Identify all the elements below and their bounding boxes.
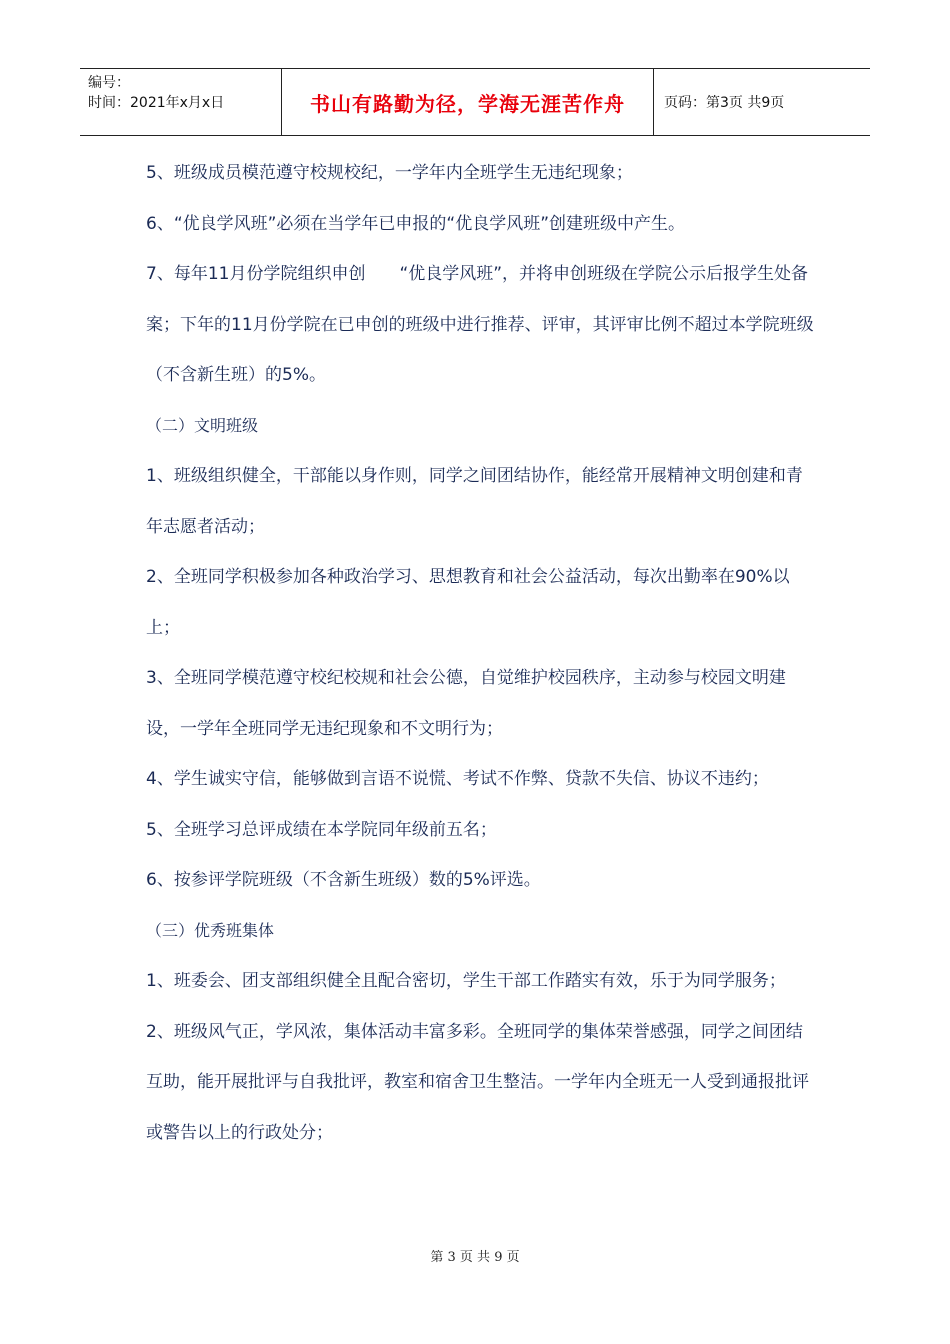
section-heading: （三）优秀班集体 [146, 920, 275, 940]
paragraph: 4、学生诚实守信，能够做到言语不说慌、考试不作弊、贷款不失信、协议不违约； [146, 769, 769, 789]
paragraph: 3、全班同学模范遵守校纪校规和社会公德，自觉维护校园秩序，主动参与校园文明建设，一学年全班同学无违纪现象和不文明行为； [146, 668, 786, 739]
page-header [80, 68, 870, 136]
header-page-info: 页码：第3页 共9页 [664, 95, 785, 111]
document-body [146, 148, 816, 1158]
paragraph: 2、班级风气正，学风浓，集体活动丰富多彩。全班同学的集体荣誉感强，同学之间团结互助，能开展批评与自我批评，教室和宿舍卫生整洁。一学年内全班无一人受到通报批评或警告以上的行政处分； [146, 1021, 809, 1143]
paragraph: 5、班级成员模范遵守校规校纪，一学年内全班学生无违纪现象； [146, 163, 633, 183]
section-heading: （二）文明班级 [146, 415, 259, 435]
date-label: 时间：2021年x月x日 [88, 95, 225, 111]
header-motto: 书山有路勤为径，学海无涯苦作舟 [282, 69, 654, 135]
paragraph: 1、班级组织健全，干部能以身作则，同学之间团结协作，能经常开展精神文明创建和青年志愿者活动； [146, 466, 803, 537]
page-footer: 第 3 页 共 9 页 [430, 1250, 520, 1265]
paragraph: 5、全班学习总评成绩在本学院同年级前五名； [146, 819, 497, 840]
paragraph: 2、全班同学积极参加各种政治学习、思想教育和社会公益活动，每次出勤率在90%以上； [146, 567, 790, 638]
header-meta [80, 69, 282, 135]
paragraph: 1、班委会、团支部组织健全且配合密切，学生干部工作踏实有效，乐于为同学服务； [146, 971, 786, 991]
code-label: 编号： [88, 75, 130, 91]
paragraph: 6、“优良学风班”必须在当学年已申报的“优良学风班”创建班级中产生。 [146, 213, 686, 234]
paragraph: 6、按参评学院班级（不含新生班级）数的5%评选。 [146, 870, 541, 890]
paragraph: 7、每年11月份学院组织申创 “优良学风班”，并将申创班级在学院公示后报学生处备案；下年的11月份学院在已申创的班级中进行推荐、评审，其评审比例不超过本学院班级（不含新生班）的5%。 [146, 264, 814, 385]
